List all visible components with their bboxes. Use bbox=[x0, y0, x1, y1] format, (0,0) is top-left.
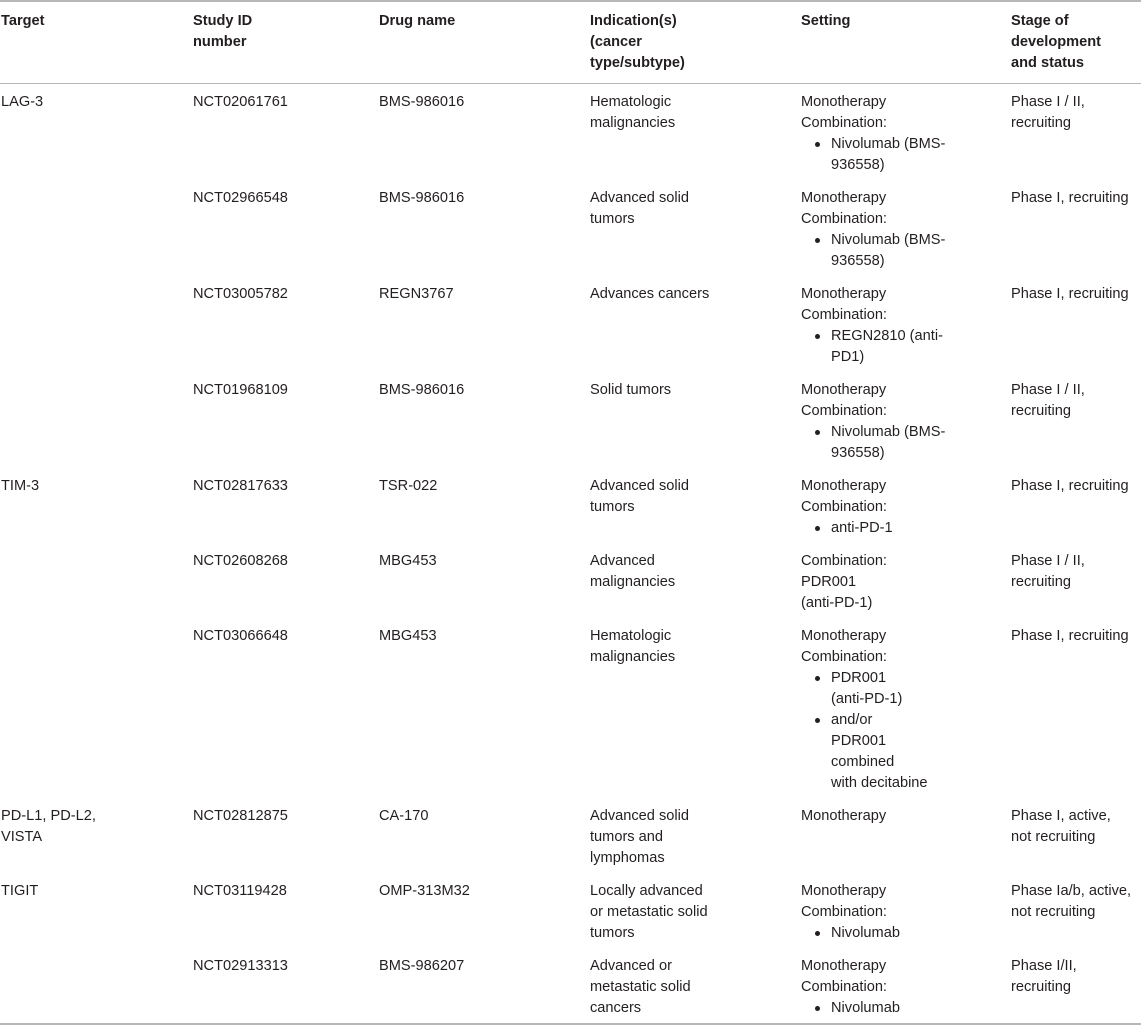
combination-item-line: Nivolumab (BMS- bbox=[831, 136, 946, 152]
header-stage bbox=[1011, 11, 1141, 74]
target-line: PD-L1, PD-L2, bbox=[1, 808, 96, 824]
setting-line: Combination: bbox=[801, 307, 887, 323]
combination-item-line: Nivolumab bbox=[831, 925, 900, 941]
setting-line: Combination: bbox=[801, 979, 887, 995]
setting-line: PDR001 bbox=[801, 574, 857, 590]
combination-item-line: anti-PD-1 bbox=[831, 520, 893, 536]
setting-line: Combination: bbox=[801, 115, 887, 131]
stage-status-cell bbox=[1011, 956, 1141, 1019]
target-cell bbox=[0, 956, 193, 1019]
header-drug-line: Drug name bbox=[379, 13, 456, 29]
setting-cell bbox=[801, 551, 1011, 614]
header-target bbox=[0, 11, 193, 74]
stage-status-cell bbox=[1011, 626, 1141, 794]
header-target-line: Target bbox=[1, 13, 45, 29]
combination-list bbox=[801, 230, 1001, 272]
setting-line: Combination: bbox=[801, 904, 887, 920]
setting-line: Monotherapy bbox=[801, 883, 887, 899]
table-body bbox=[0, 84, 1141, 1023]
table-row bbox=[0, 950, 1141, 1023]
study-id-cell: NCT02812875 bbox=[193, 808, 288, 824]
stage-status-cell bbox=[1011, 881, 1141, 944]
drug-name-cell: REGN3767 bbox=[379, 286, 454, 302]
table-row bbox=[0, 800, 1141, 875]
drug-name-cell: TSR-022 bbox=[379, 478, 438, 494]
combination-list-item bbox=[801, 998, 1001, 1019]
combination-list-item bbox=[801, 923, 1001, 944]
combination-item-line: PD1) bbox=[831, 349, 865, 365]
header-indication bbox=[590, 11, 801, 74]
indication-line: Advanced or bbox=[590, 958, 672, 974]
stage-line: Phase I/II, bbox=[1011, 958, 1077, 974]
stage-line: Phase I, recruiting bbox=[1011, 628, 1129, 644]
study-id-cell: NCT03005782 bbox=[193, 286, 288, 302]
combination-item-line: REGN2810 (anti- bbox=[831, 328, 943, 344]
combination-list bbox=[801, 998, 1001, 1019]
study-id-cell: NCT02966548 bbox=[193, 190, 288, 206]
indication-line: or metastatic solid bbox=[590, 904, 708, 920]
target-cell bbox=[0, 476, 193, 539]
header-drug bbox=[379, 11, 590, 74]
header-study-id-line: Study ID bbox=[193, 13, 253, 29]
setting-line: Monotherapy bbox=[801, 94, 887, 110]
target-cell bbox=[0, 380, 193, 464]
indication-line: Hematologic bbox=[590, 94, 672, 110]
drug-name-cell: BMS-986016 bbox=[379, 190, 465, 206]
study-id-cell: NCT01968109 bbox=[193, 382, 288, 398]
combination-list bbox=[801, 518, 1001, 539]
setting-line: (anti-PD-1) bbox=[801, 595, 873, 611]
header-study-id-line: number bbox=[193, 34, 247, 50]
drug-name-cell: MBG453 bbox=[379, 628, 437, 644]
target-line: TIGIT bbox=[1, 883, 39, 899]
stage-line: Phase I, recruiting bbox=[1011, 478, 1129, 494]
combination-list-item bbox=[801, 710, 1001, 794]
stage-line: recruiting bbox=[1011, 403, 1072, 419]
table-row bbox=[0, 84, 1141, 182]
combination-item-line: 936558) bbox=[831, 253, 885, 269]
header-stage-line: Stage of bbox=[1011, 13, 1069, 29]
study-id-cell: NCT02913313 bbox=[193, 958, 288, 974]
drug-name-cell: BMS-986016 bbox=[379, 382, 465, 398]
setting-line: Combination: bbox=[801, 211, 887, 227]
stage-line: recruiting bbox=[1011, 979, 1072, 995]
indication-line: cancers bbox=[590, 1000, 642, 1016]
indication-line: Advanced bbox=[590, 553, 655, 569]
table-row bbox=[0, 374, 1141, 470]
target-line: TIM-3 bbox=[1, 478, 40, 494]
stage-line: Phase I / II, bbox=[1011, 553, 1085, 569]
drug-name-cell: BMS-986016 bbox=[379, 94, 465, 110]
target-cell bbox=[0, 92, 193, 176]
combination-list-item bbox=[801, 134, 1001, 176]
drug-name-cell: MBG453 bbox=[379, 553, 437, 569]
combination-item-line: combined bbox=[831, 754, 895, 770]
indication-cell bbox=[590, 476, 801, 539]
study-id-cell: NCT02061761 bbox=[193, 94, 288, 110]
setting-cell bbox=[801, 806, 1011, 869]
indication-line: Locally advanced bbox=[590, 883, 703, 899]
indication-line: Solid tumors bbox=[590, 382, 672, 398]
setting-line: Monotherapy bbox=[801, 190, 887, 206]
stage-line: Phase I / II, bbox=[1011, 382, 1085, 398]
setting-cell bbox=[801, 881, 1011, 944]
indication-line: metastatic solid bbox=[590, 979, 691, 995]
setting-cell bbox=[801, 626, 1011, 794]
drug-name-cell: BMS-986207 bbox=[379, 958, 465, 974]
combination-item-line: Nivolumab (BMS- bbox=[831, 232, 946, 248]
target-line: LAG-3 bbox=[1, 94, 44, 110]
indication-line: Advanced solid bbox=[590, 478, 689, 494]
stage-status-cell bbox=[1011, 284, 1141, 368]
header-setting bbox=[801, 11, 1011, 74]
target-cell bbox=[0, 626, 193, 794]
target-cell bbox=[0, 188, 193, 272]
combination-list-item bbox=[801, 518, 1001, 539]
stage-line: not recruiting bbox=[1011, 829, 1096, 845]
stage-line: not recruiting bbox=[1011, 904, 1096, 920]
indication-line: Advanced solid bbox=[590, 190, 689, 206]
indication-cell bbox=[590, 92, 801, 176]
indication-line: Advanced solid bbox=[590, 808, 689, 824]
combination-item-line: PDR001 bbox=[831, 733, 887, 749]
header-stage-line: development bbox=[1011, 34, 1102, 50]
stage-status-cell bbox=[1011, 806, 1141, 869]
indication-line: tumors bbox=[590, 499, 635, 515]
table-row bbox=[0, 278, 1141, 374]
drug-name-cell: CA-170 bbox=[379, 808, 429, 824]
table-row bbox=[0, 545, 1141, 620]
header-indication-line: Indication(s) bbox=[590, 13, 677, 29]
table-row bbox=[0, 875, 1141, 950]
stage-line: recruiting bbox=[1011, 574, 1072, 590]
combination-list bbox=[801, 668, 1001, 794]
indication-cell bbox=[590, 188, 801, 272]
stage-line: Phase Ia/b, active, bbox=[1011, 883, 1132, 899]
setting-line: Combination: bbox=[801, 553, 887, 569]
header-indication-line: (cancer bbox=[590, 34, 642, 50]
indication-cell bbox=[590, 956, 801, 1019]
setting-line: Monotherapy bbox=[801, 808, 887, 824]
target-cell bbox=[0, 881, 193, 944]
combination-list-item bbox=[801, 230, 1001, 272]
setting-line: Monotherapy bbox=[801, 382, 887, 398]
header-setting-line: Setting bbox=[801, 13, 851, 29]
stage-status-cell bbox=[1011, 551, 1141, 614]
setting-cell bbox=[801, 92, 1011, 176]
setting-cell bbox=[801, 476, 1011, 539]
indication-line: malignancies bbox=[590, 649, 676, 665]
indication-line: tumors and bbox=[590, 829, 664, 845]
combination-item-line: PDR001 bbox=[831, 670, 887, 686]
combination-item-line: (anti-PD-1) bbox=[831, 691, 903, 707]
setting-line: Monotherapy bbox=[801, 628, 887, 644]
header-study-id bbox=[193, 11, 379, 74]
table-row bbox=[0, 182, 1141, 278]
stage-status-cell bbox=[1011, 380, 1141, 464]
combination-item-line: 936558) bbox=[831, 157, 885, 173]
indication-line: malignancies bbox=[590, 115, 676, 131]
stage-line: Phase I, recruiting bbox=[1011, 190, 1129, 206]
indication-line: Hematologic bbox=[590, 628, 672, 644]
target-line: VISTA bbox=[1, 829, 43, 845]
setting-cell bbox=[801, 188, 1011, 272]
setting-line: Combination: bbox=[801, 499, 887, 515]
setting-cell bbox=[801, 956, 1011, 1019]
stage-status-cell bbox=[1011, 92, 1141, 176]
combination-list-item bbox=[801, 422, 1001, 464]
indication-cell bbox=[590, 626, 801, 794]
stage-line: Phase I, recruiting bbox=[1011, 286, 1129, 302]
indication-cell bbox=[590, 806, 801, 869]
target-cell bbox=[0, 551, 193, 614]
combination-list-item bbox=[801, 668, 1001, 710]
indication-line: lymphomas bbox=[590, 850, 665, 866]
combination-item-line: and/or bbox=[831, 712, 873, 728]
combination-item-line: with decitabine bbox=[831, 775, 928, 791]
stage-status-cell bbox=[1011, 476, 1141, 539]
table-row bbox=[0, 620, 1141, 800]
combination-list bbox=[801, 923, 1001, 944]
setting-cell bbox=[801, 284, 1011, 368]
setting-line: Monotherapy bbox=[801, 286, 887, 302]
drug-name-cell: OMP-313M32 bbox=[379, 883, 470, 899]
indication-cell bbox=[590, 284, 801, 368]
stage-line: Phase I, active, bbox=[1011, 808, 1111, 824]
combination-list bbox=[801, 134, 1001, 176]
header-stage-line: and status bbox=[1011, 55, 1084, 71]
indication-line: tumors bbox=[590, 211, 635, 227]
study-id-cell: NCT03066648 bbox=[193, 628, 288, 644]
combination-item-line: 936558) bbox=[831, 445, 885, 461]
table-row bbox=[0, 470, 1141, 545]
study-id-cell: NCT02608268 bbox=[193, 553, 288, 569]
combination-list-item bbox=[801, 326, 1001, 368]
target-cell bbox=[0, 806, 193, 869]
study-id-cell: NCT03119428 bbox=[193, 883, 287, 899]
indication-line: tumors bbox=[590, 925, 635, 941]
combination-list bbox=[801, 326, 1001, 368]
combination-item-line: Nivolumab bbox=[831, 1000, 900, 1016]
indication-line: Advances cancers bbox=[590, 286, 710, 302]
stage-line: Phase I / II, bbox=[1011, 94, 1085, 110]
combination-list bbox=[801, 422, 1001, 464]
setting-line: Combination: bbox=[801, 649, 887, 665]
combination-item-line: Nivolumab (BMS- bbox=[831, 424, 946, 440]
study-id-cell: NCT02817633 bbox=[193, 478, 288, 494]
table-header-row bbox=[0, 2, 1141, 83]
stage-line: recruiting bbox=[1011, 115, 1072, 131]
setting-line: Monotherapy bbox=[801, 958, 887, 974]
indication-cell bbox=[590, 380, 801, 464]
indication-cell bbox=[590, 551, 801, 614]
header-indication-line: type/subtype) bbox=[590, 55, 685, 71]
setting-line: Combination: bbox=[801, 403, 887, 419]
target-cell bbox=[0, 284, 193, 368]
indication-cell bbox=[590, 881, 801, 944]
stage-status-cell bbox=[1011, 188, 1141, 272]
setting-line: Monotherapy bbox=[801, 478, 887, 494]
indication-line: malignancies bbox=[590, 574, 676, 590]
setting-cell bbox=[801, 380, 1011, 464]
